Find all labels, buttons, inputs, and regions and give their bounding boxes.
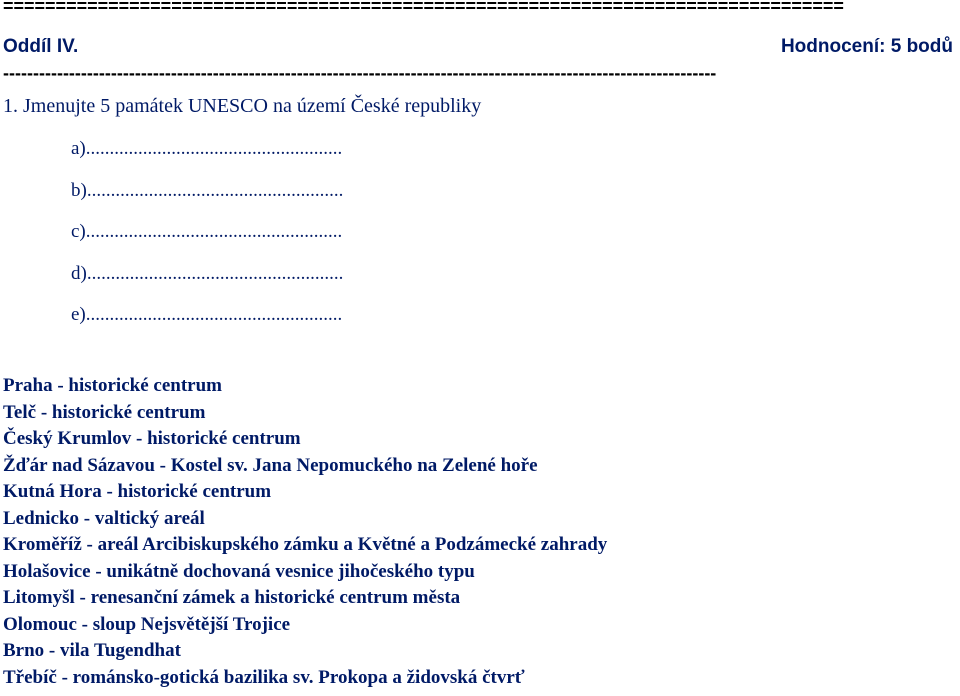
answer-line-b: b)...................................................... <box>71 179 344 201</box>
key-item: Kroměříž - areál Arcibiskupského zámku a Květné a Podzámecké zahrady <box>3 534 608 555</box>
answer-line-c: c)...................................................... <box>71 221 343 242</box>
key-item: Praha - historické centrum <box>3 375 222 396</box>
key-item: Olomouc - sloup Nejsvětější Trojice <box>3 613 291 635</box>
key-item: Žďár nad Sázavou - Kostel sv. Jana Nepomuckého na Zelené hoře <box>3 454 538 476</box>
key-item: Holašovice - unikátně dochovaná vesnice jihočeského typu <box>3 560 475 582</box>
key-item: Třebíč - románsko-gotická bazilika sv. Prokopa a židovská čtvrť <box>3 666 525 688</box>
key-item: Český Krumlov - historické centrum <box>3 428 301 449</box>
answer-lines <box>71 138 343 346</box>
key-item: Telč - historické centrum <box>3 401 206 423</box>
section-header <box>3 36 953 60</box>
dashed-rule: ----------------------------------------------------------------------------------------------------------------------- <box>3 63 717 83</box>
answer-line-a: a)...................................................... <box>71 138 343 159</box>
answer-line-d: d)...................................................... <box>71 262 344 284</box>
key-item: Litomyšl - renesanční zámek a historické centrum města <box>3 587 461 608</box>
key-item: Brno - vila Tugendhat <box>3 640 181 661</box>
answer-line-e: e)...................................................... <box>71 304 343 325</box>
key-item: Kutná Hora - historické centrum <box>3 481 272 502</box>
key-item: Lednicko - valtický areál <box>3 507 205 529</box>
answer-key-list <box>3 373 607 691</box>
score-label: Hodnocení: 5 bodů <box>780 36 953 57</box>
top-double-rule: ================================================================================ <box>3 0 844 16</box>
section-title: Oddíl IV. <box>3 36 79 57</box>
question-text: 1. Jmenujte 5 památek UNESCO na území České republiky <box>3 95 482 117</box>
